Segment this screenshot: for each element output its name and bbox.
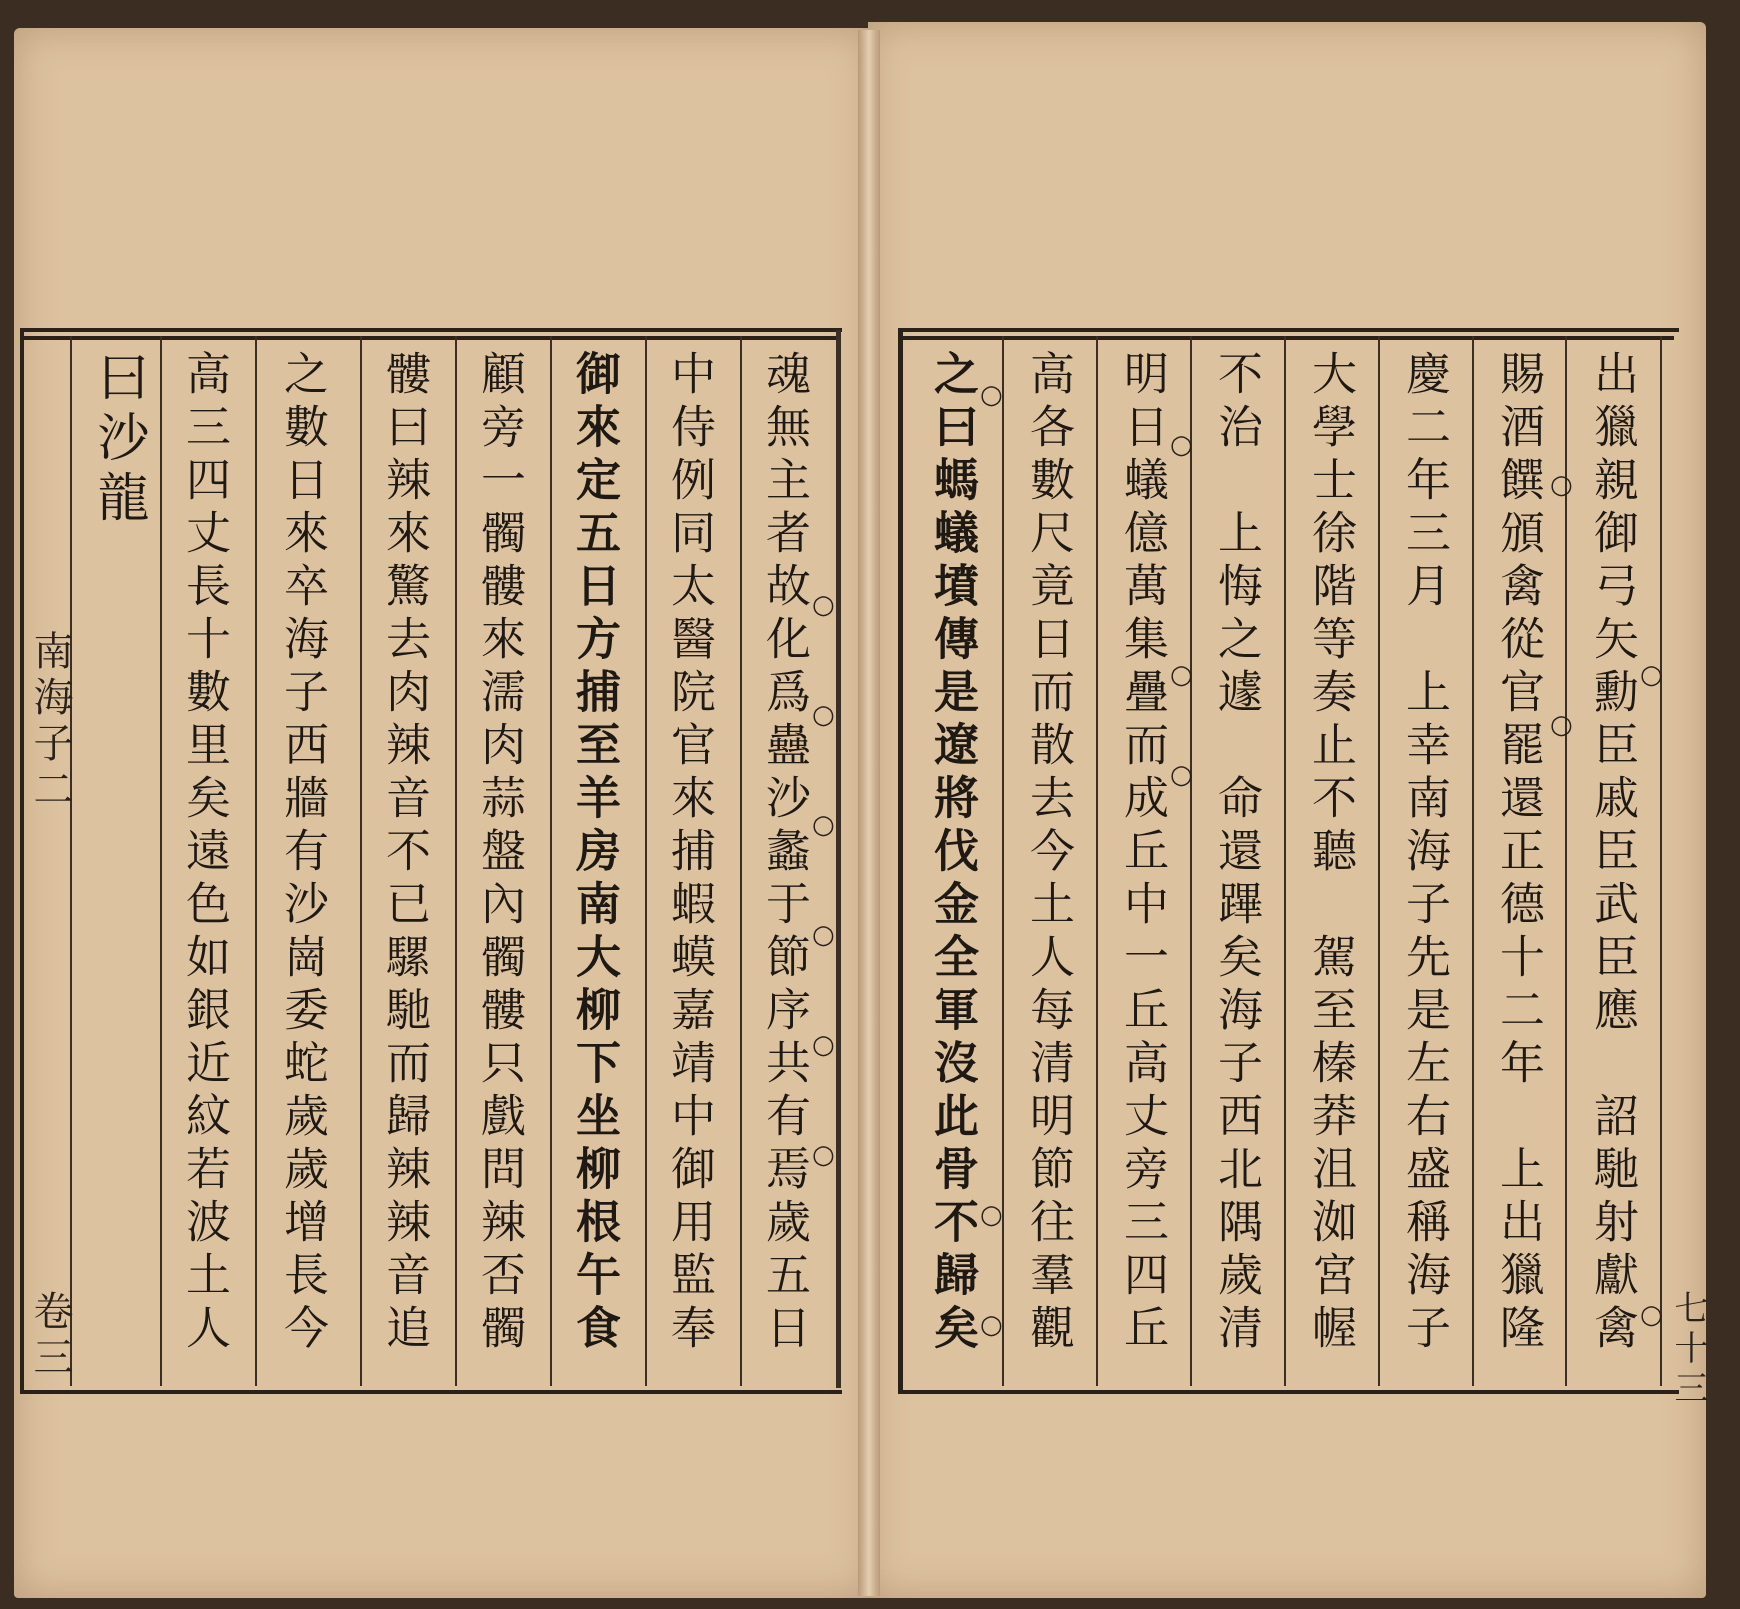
circle-mark-icon: ○ — [1550, 710, 1573, 740]
column-rule — [1096, 336, 1098, 1386]
circle-mark-icon: ○ — [980, 1310, 1003, 1340]
circle-mark-icon: ○ — [1640, 660, 1663, 690]
text-column: 之曰螞蟻墳傳是遼將伐金全軍沒此骨不歸矣 — [926, 350, 979, 1357]
text-column: 顧旁一髑髏來濡肉蒜盤內髑髏只戲問辣否髑 — [473, 350, 526, 1357]
text-column: 髏曰辣來驚去肉辣音不已騾馳而歸辣辣音追 — [378, 350, 431, 1357]
column-rule — [255, 336, 257, 1386]
circle-mark-icon: ○ — [812, 1140, 835, 1170]
circle-mark-icon: ○ — [1170, 660, 1193, 690]
circle-mark-icon: ○ — [812, 920, 835, 950]
text-column: 御來定五日方捕至羊房南大柳下坐柳根午食 — [568, 350, 621, 1357]
column-rule — [455, 336, 457, 1386]
column-rule — [160, 336, 162, 1386]
column-rule — [550, 336, 552, 1386]
column-rule — [1190, 336, 1192, 1386]
text-column: 大學士徐階等奏止不聽 駕至榛莽沮洳宮幄 — [1304, 350, 1357, 1357]
circle-mark-icon: ○ — [1640, 1300, 1663, 1330]
column-rule — [360, 336, 362, 1386]
circle-mark-icon: ○ — [1170, 760, 1193, 790]
circle-mark-icon: ○ — [980, 1200, 1003, 1230]
right-page-number: 七十三 — [1668, 1290, 1708, 1410]
column-rule — [740, 336, 742, 1386]
column-rule — [645, 336, 647, 1386]
left-margin-rule — [70, 336, 72, 1386]
text-column: 曰沙龍 — [88, 350, 148, 530]
left-margin-title: 南海子二 — [27, 630, 73, 814]
text-column: 不治 上悔之遽 命還蹕矣海子西北隅歲清 — [1210, 350, 1263, 1357]
text-column: 賜酒饌頒禽從官罷還正德十二年 上出獵隆 — [1492, 350, 1545, 1357]
circle-mark-icon: ○ — [980, 380, 1003, 410]
column-rule — [1378, 336, 1380, 1386]
column-rule — [1284, 336, 1286, 1386]
left-frame-inner-top — [20, 336, 838, 340]
circle-mark-icon: ○ — [1170, 430, 1193, 460]
book-gutter — [858, 30, 880, 1596]
text-column: 魂無主者故化爲蠱沙蠡于節序共有焉歲五日 — [758, 350, 811, 1357]
text-column: 中侍例同太醫院官來捕蝦蟆嘉靖中御用監奉 — [663, 350, 716, 1357]
text-column: 高三四丈長十數里矣遠色如銀近紋若波土人 — [178, 350, 231, 1357]
right-frame-inner-top — [898, 336, 1674, 340]
text-column: 出獵親御弓矢勳臣戚臣武臣應 詔馳射獻禽 — [1586, 350, 1639, 1357]
left-margin-volume: 卷三 — [27, 1290, 73, 1382]
text-column: 之數日來卒海子西牆有沙崗委蛇歲歲增長今 — [276, 350, 329, 1357]
text-column: 慶二年三月 上幸南海子先是左右盛稱海子 — [1398, 350, 1451, 1357]
column-rule — [1472, 336, 1474, 1386]
left-frame-heavy-rule — [836, 330, 841, 1388]
text-column: 明日蟻億萬集疊而成丘中一丘高丈旁三四丘 — [1116, 350, 1169, 1357]
circle-mark-icon: ○ — [812, 810, 835, 840]
circle-mark-icon: ○ — [1550, 470, 1573, 500]
circle-mark-icon: ○ — [812, 590, 835, 620]
right-margin-rule — [1660, 336, 1662, 1386]
circle-mark-icon: ○ — [812, 1030, 835, 1060]
circle-mark-icon: ○ — [812, 700, 835, 730]
text-column: 高各數尺竟日而散去今土人每清明節往羣觀 — [1022, 350, 1075, 1357]
